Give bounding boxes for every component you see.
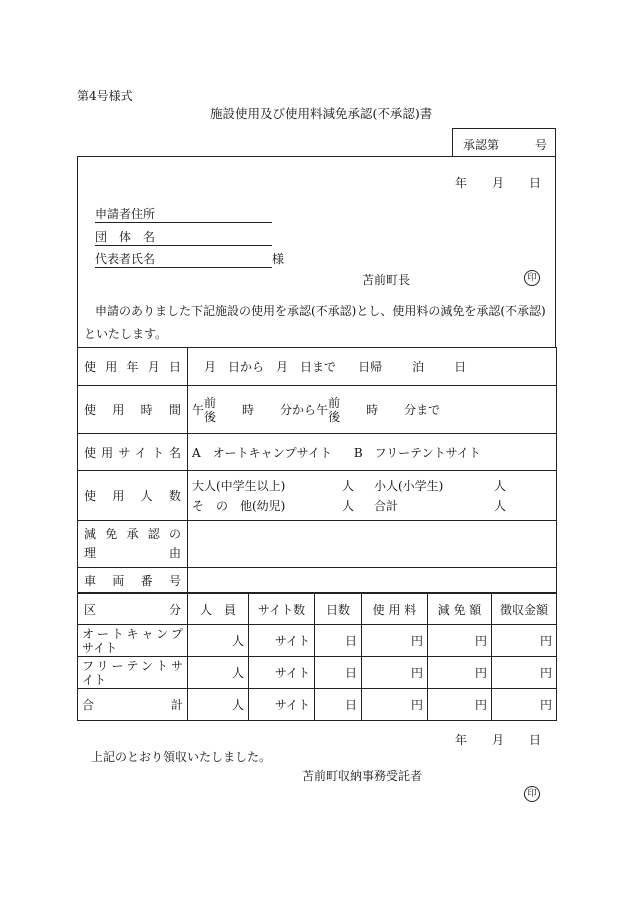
fee-cell-collected: 円 bbox=[492, 689, 557, 721]
fee-cell-people: 人 bbox=[188, 657, 249, 689]
issuer-name: 苫前町長 bbox=[362, 273, 411, 287]
receipt-day: 日 bbox=[529, 733, 542, 747]
fee-cell-exemption: 円 bbox=[428, 625, 492, 657]
fee-row-freetent-label1: フリーテントサ bbox=[82, 658, 183, 673]
row-car bbox=[78, 568, 557, 593]
use-date-month2: 月 bbox=[276, 360, 289, 374]
fee-cell-sites: サイト bbox=[249, 625, 315, 657]
use-date-days: 日 bbox=[454, 360, 467, 374]
fee-cell-collected: 円 bbox=[492, 657, 557, 689]
use-time-hour2: 時 bbox=[366, 403, 379, 417]
use-time-am2: 前 bbox=[328, 395, 341, 410]
use-time-pm1: 後 bbox=[204, 409, 217, 424]
approval-number-box bbox=[452, 128, 556, 157]
fee-cell-fee: 円 bbox=[362, 657, 428, 689]
frame-left bbox=[77, 156, 78, 348]
applicant-address-row bbox=[95, 205, 272, 223]
form-number: 第4号様式 bbox=[77, 89, 133, 103]
people-adult-unit: 人 bbox=[342, 478, 355, 493]
row-people bbox=[78, 471, 557, 521]
people-label: 使用人数 bbox=[84, 489, 181, 503]
people-line2 bbox=[192, 496, 552, 516]
honorific: 様 bbox=[272, 252, 285, 266]
receipt-year: 年 bbox=[455, 733, 468, 747]
row-reason bbox=[78, 521, 557, 568]
fee-cell-days: 日 bbox=[315, 689, 362, 721]
group-name-row bbox=[95, 228, 272, 246]
fee-header-days: 日数 bbox=[315, 594, 362, 625]
site-option-b: B フリーテントサイト bbox=[353, 445, 481, 460]
fee-cell-sites: サイト bbox=[249, 657, 315, 689]
fee-header-people: 人 員 bbox=[188, 594, 249, 625]
fee-table bbox=[77, 593, 557, 721]
car-value bbox=[188, 568, 557, 593]
fee-cell-sites: サイト bbox=[249, 689, 315, 721]
car-label: 車両番号 bbox=[84, 573, 181, 588]
people-line1 bbox=[192, 476, 552, 496]
use-date-month1: 月 bbox=[204, 360, 217, 374]
receiver-name: 苫前町収納事務受託者 bbox=[302, 769, 423, 783]
receipt-text: 上記のとおり領収いたしました。 bbox=[91, 750, 272, 764]
reason-label-line1: 減免承認の bbox=[84, 527, 181, 541]
site-label: 使用サイト名 bbox=[84, 445, 181, 460]
representative-label: 代表者氏名 bbox=[95, 250, 272, 268]
people-adult: 大人(中学生以上) bbox=[192, 478, 286, 493]
use-date-from: 日から bbox=[228, 360, 265, 374]
fee-row-freetent bbox=[78, 657, 557, 689]
use-time-label: 使用時間 bbox=[84, 403, 181, 417]
fee-cell-people: 人 bbox=[188, 625, 249, 657]
fee-cell-people: 人 bbox=[188, 689, 249, 721]
use-time-ampm2-stack bbox=[328, 396, 340, 424]
use-date-label: 使用年月日 bbox=[84, 360, 181, 374]
frame-right bbox=[555, 156, 556, 348]
site-option-a: A オートキャンプサイト bbox=[192, 445, 332, 460]
row-use-date bbox=[78, 348, 557, 386]
use-time-ampm1: 午 bbox=[192, 403, 205, 417]
applicant-address-label: 申請者住所 bbox=[95, 205, 272, 223]
fee-row-total-label: 合 計 bbox=[82, 698, 183, 712]
document-title: 施設使用及び使用料減免承認(不承認)書 bbox=[210, 106, 433, 121]
use-time-ampm2: 午 bbox=[316, 403, 329, 417]
body-text-line2: といたします。 bbox=[84, 327, 168, 341]
reason-value bbox=[188, 521, 557, 568]
fee-row-freetent-label2: イト bbox=[82, 672, 107, 687]
use-date-to: 日まで bbox=[300, 360, 337, 374]
reason-label-line2: 理 由 bbox=[84, 546, 181, 560]
fee-cell-exemption: 円 bbox=[428, 657, 492, 689]
fee-header-exemption: 減 免 額 bbox=[428, 594, 492, 625]
people-other-unit: 人 bbox=[342, 498, 355, 513]
approval-suffix: 号 bbox=[535, 138, 548, 152]
date-year: 年 bbox=[455, 176, 468, 190]
fee-header-fee: 使 用 料 bbox=[362, 594, 428, 625]
seal-icon: 印 bbox=[524, 270, 540, 286]
people-child: 小人(小学生) bbox=[374, 478, 444, 493]
frame-top bbox=[77, 156, 556, 157]
fee-row-autocamp bbox=[78, 625, 557, 657]
fee-cell-fee: 円 bbox=[362, 625, 428, 657]
people-total-unit: 人 bbox=[494, 498, 507, 513]
approval-label: 承認第 bbox=[463, 138, 500, 152]
people-total: 合計 bbox=[374, 498, 399, 513]
fee-cell-days: 日 bbox=[315, 657, 362, 689]
use-time-to: 分まで bbox=[404, 403, 441, 417]
date-month: 月 bbox=[492, 176, 505, 190]
fee-cell-collected: 円 bbox=[492, 625, 557, 657]
fee-cell-days: 日 bbox=[315, 625, 362, 657]
use-time-pm2: 後 bbox=[328, 409, 341, 424]
row-site bbox=[78, 434, 557, 471]
fee-cell-fee: 円 bbox=[362, 689, 428, 721]
fee-cell-exemption: 円 bbox=[428, 689, 492, 721]
use-date-nights: 泊 bbox=[412, 360, 425, 374]
use-time-hour1: 時 bbox=[242, 403, 255, 417]
use-date-dayreturn: 日帰 bbox=[358, 360, 383, 374]
receipt-seal-icon: 印 bbox=[524, 786, 540, 802]
people-child-unit: 人 bbox=[494, 478, 507, 493]
row-use-time bbox=[78, 386, 557, 434]
body-text-line1: 申請のありました下記施設の使用を承認(不承認)とし、使用料の減免を承認(不承認) bbox=[95, 304, 546, 318]
fee-header-category: 区 分 bbox=[78, 594, 188, 625]
fee-row-autocamp-label2: サイト bbox=[82, 640, 118, 655]
group-name-label: 団 体 名 bbox=[95, 228, 272, 246]
representative-row bbox=[95, 250, 284, 268]
fee-header-row bbox=[78, 594, 557, 625]
receipt-month: 月 bbox=[492, 733, 505, 747]
usage-details-table bbox=[77, 347, 557, 593]
use-time-from: 分から bbox=[280, 403, 317, 417]
people-other: そ の 他(幼児) bbox=[192, 498, 286, 513]
fee-row-total bbox=[78, 689, 557, 721]
fee-header-sites: サイト数 bbox=[249, 594, 315, 625]
use-time-am1: 前 bbox=[204, 395, 217, 410]
use-time-ampm1-stack bbox=[204, 396, 216, 424]
fee-header-collected: 徴収金額 bbox=[492, 594, 557, 625]
date-day: 日 bbox=[529, 176, 542, 190]
fee-row-autocamp-label1: オートキャンプ bbox=[82, 626, 183, 641]
